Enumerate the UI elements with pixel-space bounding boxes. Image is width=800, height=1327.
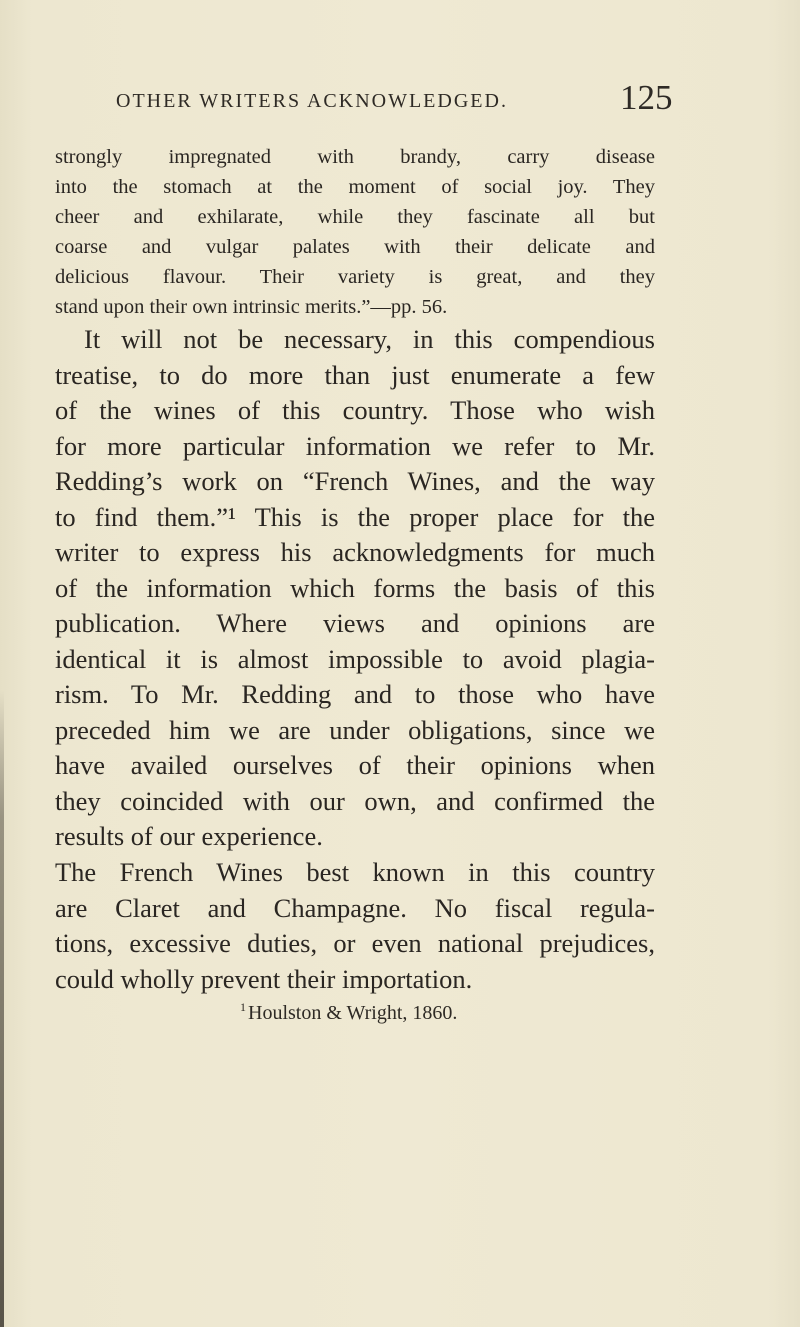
text-line: they coincided with our own, and confirmed the (55, 785, 655, 816)
page-number: 125 (620, 78, 673, 117)
text-line: have availed ourselves of their opinions when (55, 750, 655, 780)
text-line: to find them.”¹ This is the proper place for the (55, 501, 655, 532)
text-line: for more particular information we refer to Mr. (55, 430, 655, 461)
paragraph-french-wines (55, 855, 655, 997)
text-line: Redding’s work on “French Wines, and the way (55, 466, 655, 496)
footnote-text: Houlston & Wright, 1860. (248, 1002, 458, 1024)
text-line: treatise, to do more than just enumerate a few (55, 359, 655, 390)
quote-paragraph (55, 142, 655, 322)
running-head: OTHER WRITERS ACKNOWLEDGED. (116, 90, 508, 112)
text-line: could wholly prevent their importation. (55, 963, 473, 994)
text-line: are Claret and Champagne. No fiscal regula- (55, 892, 655, 923)
page-edge-shadow (0, 690, 4, 1327)
text-line: strongly impregnated with brandy, carry disease (55, 146, 655, 168)
page-header (0, 78, 800, 118)
text-line: rism. To Mr. Redding and to those who have (55, 679, 655, 709)
text-line: stand upon their own intrinsic merits.”—pp. 56. (55, 296, 448, 318)
paragraph-redding (55, 322, 655, 855)
text-line: of the wines of this country. Those who wish (55, 395, 655, 425)
text-line: writer to express his acknowledgments for much (55, 537, 655, 567)
text-line: identical it is almost impossible to avoid plagia- (55, 643, 655, 674)
text-line: preceded him we are under obligations, since we (55, 714, 655, 745)
text-line: delicious flavour. Their variety is great, and they (55, 266, 655, 288)
text-line: results of our experience. (55, 821, 323, 851)
text-line: It will not be necessary, in this compendious (84, 324, 655, 354)
footnote (240, 1000, 457, 1025)
text-line: The French Wines best known in this country (55, 857, 655, 887)
text-line: publication. Where views and opinions are (55, 608, 655, 638)
text-line: coarse and vulgar palates with their delicate and (55, 236, 655, 258)
text-line: into the stomach at the moment of social joy. They (55, 176, 655, 198)
text-line: cheer and exhilarate, while they fascinate all but (55, 206, 655, 228)
text-line: tions, excessive duties, or even national prejudices, (55, 928, 655, 958)
text-line: of the information which forms the basis of this (55, 572, 655, 603)
footnote-marker: 1 (240, 1000, 246, 1014)
